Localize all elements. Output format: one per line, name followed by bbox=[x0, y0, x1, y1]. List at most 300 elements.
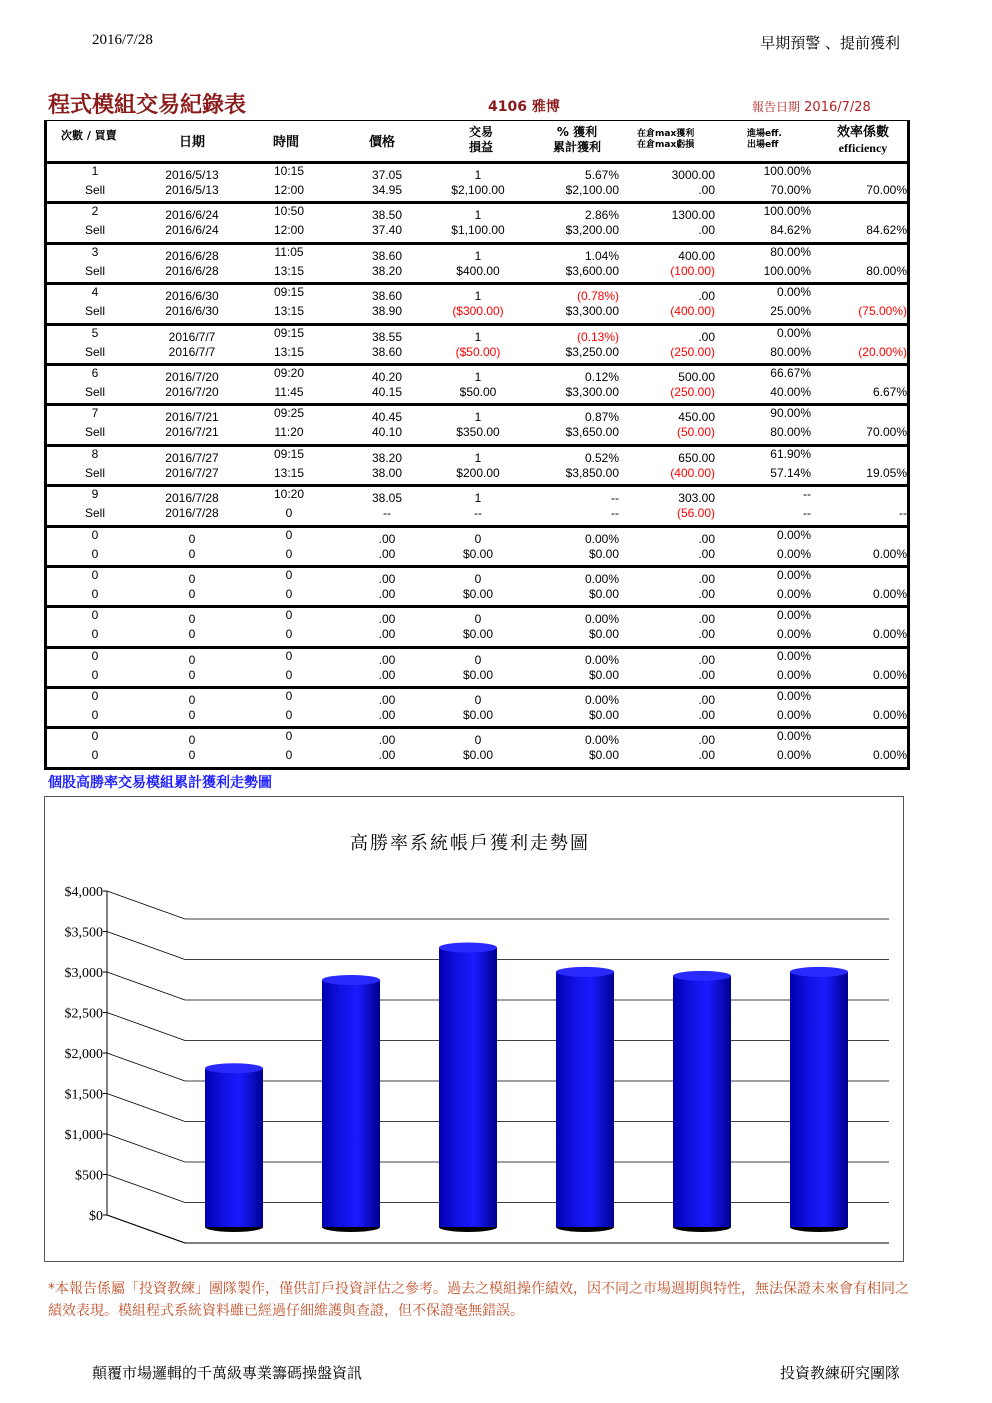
cell-max: .00 bbox=[698, 329, 715, 344]
cell-price: 34.95 bbox=[371, 183, 403, 197]
cell-date: 2016/7/20 bbox=[165, 369, 219, 384]
grid-connector bbox=[107, 1013, 185, 1041]
bar-top bbox=[556, 967, 614, 977]
cell-eff: 100.00% bbox=[763, 204, 811, 219]
header-slogan: 早期預警 、提前獲利 bbox=[760, 34, 900, 52]
cell-efficiency: 6.67% bbox=[872, 384, 907, 399]
cell-max: .00 bbox=[698, 748, 715, 763]
cell-seq: 0 bbox=[91, 527, 99, 542]
cell-time: 0 bbox=[285, 689, 293, 704]
stock-name: 4106 雅博 bbox=[488, 99, 560, 115]
table-row-group bbox=[44, 608, 910, 648]
header-efficiency-line2: efficiency bbox=[838, 141, 888, 156]
table-row-group bbox=[44, 528, 910, 568]
cell-date: 2016/6/28 bbox=[165, 263, 219, 278]
cell-pct: $3,650.00 bbox=[565, 425, 619, 440]
cell-price: 38.60 bbox=[371, 248, 403, 263]
cell-max: (56.00) bbox=[676, 506, 715, 521]
cell-trade: 1 bbox=[474, 491, 482, 506]
cell-time: 12:00 bbox=[273, 183, 305, 197]
cell-time: 09:25 bbox=[273, 406, 305, 421]
cell-eff: 0.00% bbox=[776, 729, 811, 744]
chart-caption: 個股高勝率交易模組累計獲利走勢圖 bbox=[48, 775, 272, 791]
table-row-buy bbox=[47, 608, 907, 626]
cell-time: 0 bbox=[285, 586, 293, 601]
y-tick-label: $3,000 bbox=[64, 966, 103, 981]
table-row-sell bbox=[47, 547, 907, 565]
bar-top bbox=[673, 971, 731, 981]
cell-seq: 0 bbox=[91, 667, 99, 682]
cell-time: 12:00 bbox=[273, 223, 305, 238]
cell-trade: 1 bbox=[474, 369, 482, 384]
cell-eff: 0.00% bbox=[776, 325, 811, 340]
cell-date: 2016/7/28 bbox=[165, 491, 219, 506]
header-efficiency-line1: 效率係數 bbox=[836, 125, 889, 140]
bar-body bbox=[556, 972, 614, 1227]
cell-price: .00 bbox=[378, 586, 396, 601]
bar bbox=[673, 971, 731, 1232]
cell-pct: 0.00% bbox=[584, 531, 619, 546]
table-row-buy bbox=[47, 204, 907, 222]
cell-pct: $0.00 bbox=[588, 546, 619, 561]
cell-seq: 0 bbox=[91, 586, 99, 601]
cell-max: 400.00 bbox=[678, 248, 715, 263]
cell-pct: 0.00% bbox=[584, 571, 619, 586]
header-date: 2016/7/28 bbox=[92, 32, 153, 48]
header-pct bbox=[533, 125, 621, 155]
bar-top bbox=[790, 967, 848, 977]
table-row-buy bbox=[47, 729, 907, 747]
table-row-buy bbox=[47, 366, 907, 384]
table-row-sell bbox=[47, 627, 907, 645]
cell-price: 38.20 bbox=[371, 450, 403, 465]
cell-max: .00 bbox=[698, 693, 715, 708]
cell-trade: $2,100.00 bbox=[451, 183, 505, 197]
table-row-sell bbox=[47, 668, 907, 686]
cell-date: 0 bbox=[188, 667, 196, 682]
table-row-buy bbox=[47, 649, 907, 667]
cell-price: .00 bbox=[378, 748, 396, 763]
cell-price: -- bbox=[383, 506, 391, 521]
bar-body bbox=[439, 948, 497, 1227]
cell-trade: $0.00 bbox=[462, 667, 494, 682]
cell-price: 40.15 bbox=[371, 384, 403, 399]
cell-trade: 0 bbox=[474, 612, 482, 627]
cell-trade: 0 bbox=[474, 652, 482, 667]
bar-top bbox=[205, 1063, 263, 1073]
table-row-group bbox=[44, 568, 910, 608]
cell-time: 0 bbox=[285, 527, 293, 542]
table-header bbox=[44, 120, 910, 164]
cell-price: .00 bbox=[378, 693, 396, 708]
cell-time: 0 bbox=[285, 748, 293, 763]
cell-eff: 0.00% bbox=[776, 748, 811, 763]
header-eff bbox=[747, 129, 807, 152]
cell-max: 650.00 bbox=[678, 450, 715, 465]
cell-trade: 0 bbox=[474, 693, 482, 708]
cell-seq: 0 bbox=[91, 546, 99, 561]
cell-eff: 0.00% bbox=[776, 285, 811, 300]
cell-time: 0 bbox=[285, 648, 293, 663]
cell-date: 0 bbox=[188, 627, 196, 642]
cell-date: 2016/5/13 bbox=[165, 183, 219, 197]
bar bbox=[439, 943, 497, 1232]
chart-y-axis bbox=[65, 885, 108, 1224]
cell-max: .00 bbox=[698, 586, 715, 601]
cell-time: 0 bbox=[285, 608, 293, 623]
cell-seq: Sell bbox=[84, 506, 105, 521]
cell-time: 11:45 bbox=[274, 384, 304, 399]
cell-time: 09:20 bbox=[273, 365, 305, 380]
cell-trade: 0 bbox=[474, 531, 482, 546]
cell-time: 0 bbox=[285, 667, 293, 682]
table-row-sell bbox=[47, 345, 907, 363]
cell-efficiency: 80.00% bbox=[866, 263, 907, 278]
cell-max: (400.00) bbox=[670, 304, 715, 319]
cell-trade: $0.00 bbox=[462, 546, 494, 561]
cell-price: .00 bbox=[378, 612, 396, 627]
cell-date: 0 bbox=[188, 733, 196, 748]
cell-pct: 0.87% bbox=[584, 410, 619, 425]
cell-pct: $3,600.00 bbox=[565, 263, 619, 278]
table-row-sell bbox=[47, 748, 907, 766]
grid-connector bbox=[107, 891, 185, 919]
table-row-buy bbox=[47, 164, 907, 182]
footer-left: 顛覆市場邏輯的千萬級專業籌碼操盤資訊 bbox=[92, 1364, 363, 1382]
cell-price: 38.50 bbox=[371, 208, 403, 223]
cell-max: 500.00 bbox=[678, 369, 715, 384]
table-row-sell bbox=[47, 223, 907, 241]
bar-top bbox=[439, 943, 497, 953]
cell-time: 09:15 bbox=[273, 446, 305, 461]
cell-price: 37.40 bbox=[371, 223, 403, 238]
cell-seq: Sell bbox=[84, 223, 105, 238]
cell-seq: Sell bbox=[84, 304, 105, 319]
table-row-sell bbox=[47, 466, 907, 484]
cell-price: 37.05 bbox=[371, 168, 403, 182]
cell-price: 38.60 bbox=[371, 344, 403, 359]
cell-eff: 100.00% bbox=[763, 263, 811, 278]
cell-pct: -- bbox=[611, 491, 619, 506]
cell-eff: 61.90% bbox=[770, 446, 811, 461]
cell-trade: $350.00 bbox=[456, 425, 500, 440]
cell-time: 0 bbox=[285, 567, 293, 582]
cell-trade: 0 bbox=[474, 733, 482, 748]
cell-seq: 0 bbox=[91, 627, 99, 642]
bar-body bbox=[790, 972, 848, 1227]
cell-date: 2016/7/7 bbox=[168, 344, 216, 359]
cell-max: (100.00) bbox=[670, 263, 715, 278]
cell-date: 0 bbox=[188, 571, 196, 586]
cell-seq: 3 bbox=[91, 244, 99, 259]
cell-time: 10:15 bbox=[273, 164, 305, 178]
y-tick-label: $2,500 bbox=[64, 1006, 103, 1022]
cell-eff: 80.00% bbox=[770, 244, 811, 259]
cell-date: 0 bbox=[188, 693, 196, 708]
cell-seq: 0 bbox=[91, 708, 99, 723]
cell-date: 0 bbox=[188, 748, 196, 763]
bar bbox=[205, 1063, 263, 1232]
header-seq: 次數 / 買賣 bbox=[61, 129, 117, 142]
cell-seq: Sell bbox=[84, 425, 105, 440]
cell-seq: 6 bbox=[91, 365, 99, 380]
cell-eff: 90.00% bbox=[770, 406, 811, 421]
cell-max: .00 bbox=[698, 183, 715, 197]
cell-eff: 66.67% bbox=[770, 365, 811, 380]
cell-trade: 1 bbox=[474, 329, 482, 344]
cell-time: 13:15 bbox=[273, 344, 305, 359]
cell-pct: $0.00 bbox=[588, 748, 619, 763]
cell-eff: 0.00% bbox=[776, 567, 811, 582]
cell-eff: 84.62% bbox=[770, 223, 811, 238]
cell-pct: 2.86% bbox=[584, 208, 619, 223]
cell-seq: Sell bbox=[84, 465, 105, 480]
cell-eff: 80.00% bbox=[770, 344, 811, 359]
cell-date: 0 bbox=[188, 652, 196, 667]
bar bbox=[556, 967, 614, 1232]
cell-price: 40.45 bbox=[371, 410, 403, 425]
cell-seq: 1 bbox=[91, 164, 99, 178]
cell-price: .00 bbox=[378, 708, 396, 723]
table-row-group bbox=[44, 285, 910, 325]
cell-date: 0 bbox=[188, 586, 196, 601]
cell-price: .00 bbox=[378, 546, 396, 561]
cell-pct: 0.00% bbox=[584, 612, 619, 627]
cell-time: 11:05 bbox=[274, 244, 304, 259]
cell-efficiency: 0.00% bbox=[872, 546, 907, 561]
chart-bars bbox=[205, 943, 848, 1232]
grid-connector bbox=[107, 1053, 185, 1081]
cell-eff: 40.00% bbox=[770, 384, 811, 399]
cell-seq: Sell bbox=[84, 384, 105, 399]
grid-connector bbox=[107, 1215, 185, 1243]
cell-max: (250.00) bbox=[670, 344, 715, 359]
cell-time: 10:50 bbox=[273, 204, 305, 219]
cell-eff: 70.00% bbox=[770, 183, 811, 197]
y-tick-label: $4,000 bbox=[64, 885, 103, 900]
cell-seq: 4 bbox=[91, 285, 99, 300]
cell-eff: 0.00% bbox=[776, 546, 811, 561]
table-row-group bbox=[44, 326, 910, 366]
cell-date: 2016/6/30 bbox=[165, 289, 219, 304]
header-eff-line2: 出場eff bbox=[747, 140, 779, 151]
bar bbox=[322, 975, 380, 1232]
cell-pct: (0.13%) bbox=[576, 329, 619, 344]
table-row-sell bbox=[47, 425, 907, 443]
cell-pct: -- bbox=[611, 506, 619, 521]
cell-efficiency: 70.00% bbox=[866, 183, 907, 197]
cell-price: 40.20 bbox=[371, 369, 403, 384]
grid-connector bbox=[107, 1134, 185, 1162]
cell-eff: 0.00% bbox=[776, 627, 811, 642]
table-row-buy bbox=[47, 326, 907, 344]
cell-date: 2016/6/24 bbox=[165, 208, 219, 223]
cell-date: 2016/6/28 bbox=[165, 248, 219, 263]
cell-seq: 0 bbox=[91, 689, 99, 704]
table-row-group bbox=[44, 649, 910, 689]
cell-efficiency: 84.62% bbox=[866, 223, 907, 238]
cell-efficiency: 0.00% bbox=[872, 586, 907, 601]
cell-seq: 2 bbox=[91, 204, 99, 219]
cell-efficiency: 70.00% bbox=[866, 425, 907, 440]
table-row-group bbox=[44, 245, 910, 285]
cell-eff: 0.00% bbox=[776, 667, 811, 682]
cell-time: 0 bbox=[285, 546, 293, 561]
y-tick-label: $0 bbox=[89, 1209, 103, 1224]
cell-time: 0 bbox=[285, 729, 293, 744]
cell-date: 0 bbox=[188, 546, 196, 561]
cell-max: .00 bbox=[698, 708, 715, 723]
table-row-buy bbox=[47, 245, 907, 263]
cell-price: 40.10 bbox=[371, 425, 403, 440]
table-row-group bbox=[44, 366, 910, 406]
cell-seq: 0 bbox=[91, 608, 99, 623]
table-row-sell bbox=[47, 183, 907, 201]
table-row-buy bbox=[47, 447, 907, 465]
cell-trade: 1 bbox=[474, 410, 482, 425]
table-row-sell bbox=[47, 385, 907, 403]
cell-max: (50.00) bbox=[676, 425, 715, 440]
cell-max: .00 bbox=[698, 546, 715, 561]
cell-trade: $50.00 bbox=[459, 384, 497, 399]
cell-eff: 0.00% bbox=[776, 527, 811, 542]
cell-date: 0 bbox=[188, 708, 196, 723]
cell-trade: 1 bbox=[474, 289, 482, 304]
cell-date: 2016/6/30 bbox=[165, 304, 219, 319]
cell-max: .00 bbox=[698, 571, 715, 586]
cell-price: .00 bbox=[378, 531, 396, 546]
y-tick-label: $3,500 bbox=[64, 925, 103, 941]
cell-efficiency: (20.00%) bbox=[858, 344, 907, 359]
cell-pct: (0.78%) bbox=[576, 289, 619, 304]
footer-right: 投資教練研究團隊 bbox=[779, 1364, 900, 1382]
cell-date: 2016/5/13 bbox=[165, 168, 219, 182]
cell-efficiency: 0.00% bbox=[872, 667, 907, 682]
table-row-buy bbox=[47, 285, 907, 303]
table-row-sell bbox=[47, 587, 907, 605]
report-date bbox=[752, 98, 871, 115]
cell-date: 2016/7/28 bbox=[165, 506, 219, 521]
cell-eff: -- bbox=[803, 487, 811, 502]
chart-svg bbox=[45, 797, 905, 1263]
cell-pct: $3,200.00 bbox=[565, 223, 619, 238]
cell-max: 1300.00 bbox=[671, 208, 715, 223]
cell-trade: 1 bbox=[474, 450, 482, 465]
cell-max: .00 bbox=[698, 627, 715, 642]
cell-price: 38.55 bbox=[371, 329, 403, 344]
cell-seq: 0 bbox=[91, 729, 99, 744]
cell-pct: 0.00% bbox=[584, 652, 619, 667]
cell-seq: 7 bbox=[91, 406, 99, 421]
cell-pct: $2,100.00 bbox=[565, 183, 619, 197]
cell-pct: 0.00% bbox=[584, 733, 619, 748]
cell-pct: 0.00% bbox=[584, 693, 619, 708]
cell-pct: 0.12% bbox=[584, 369, 619, 384]
cell-time: 0 bbox=[285, 708, 293, 723]
cell-price: 38.90 bbox=[371, 304, 403, 319]
cell-time: 0 bbox=[285, 506, 293, 521]
cell-max: .00 bbox=[698, 667, 715, 682]
profit-chart bbox=[44, 796, 904, 1262]
cell-efficiency: 19.05% bbox=[866, 465, 907, 480]
cell-pct: $0.00 bbox=[588, 586, 619, 601]
cell-eff: 80.00% bbox=[770, 425, 811, 440]
cell-max: .00 bbox=[698, 733, 715, 748]
cell-pct: 1.04% bbox=[584, 248, 619, 263]
cell-pct: $3,850.00 bbox=[565, 465, 619, 480]
table-row-buy bbox=[47, 568, 907, 586]
cell-price: 38.20 bbox=[371, 263, 403, 278]
cell-time: 09:15 bbox=[273, 285, 305, 300]
cell-trade: 1 bbox=[474, 208, 482, 223]
cell-trade: $0.00 bbox=[462, 708, 494, 723]
cell-trade: 0 bbox=[474, 571, 482, 586]
trade-table bbox=[44, 120, 910, 770]
cell-price: 38.05 bbox=[371, 491, 403, 506]
cell-date: 0 bbox=[188, 612, 196, 627]
cell-seq: 5 bbox=[91, 325, 99, 340]
cell-price: .00 bbox=[378, 733, 396, 748]
bar-top bbox=[322, 975, 380, 985]
cell-time: 0 bbox=[285, 627, 293, 642]
header-time: 時間 bbox=[273, 135, 300, 150]
cell-time: 13:15 bbox=[273, 263, 305, 278]
cell-efficiency: (75.00%) bbox=[858, 304, 907, 319]
y-tick-label: $1,500 bbox=[64, 1087, 103, 1103]
cell-trade: -- bbox=[474, 506, 482, 521]
cell-price: 38.00 bbox=[371, 465, 403, 480]
chart-title: 高勝率系統帳戶獲利走勢圖 bbox=[350, 833, 590, 854]
cell-date: 2016/7/21 bbox=[165, 425, 219, 440]
cell-price: .00 bbox=[378, 627, 396, 642]
cell-pct: 0.52% bbox=[584, 450, 619, 465]
disclaimer-text: *本報告係屬「投資教練」團隊製作，僅供訂戶投資評估之參考。過去之模組操作績效，因不同之市場週期與特性，無法保證未來會有相同之績效表現。模組程式系統資料雖已經過仔細維護與查證，但不保證毫無錯誤。 bbox=[48, 1281, 909, 1319]
header-max-line1: 在倉max獲利 bbox=[637, 129, 695, 139]
cell-max: .00 bbox=[698, 652, 715, 667]
cell-date: 2016/7/7 bbox=[168, 329, 216, 344]
cell-max: 450.00 bbox=[678, 410, 715, 425]
cell-eff: -- bbox=[803, 506, 811, 521]
table-row-buy bbox=[47, 689, 907, 707]
bar-body bbox=[673, 976, 731, 1227]
header-efficiency bbox=[825, 125, 901, 156]
cell-date: 2016/6/24 bbox=[165, 223, 219, 238]
cell-max: .00 bbox=[698, 289, 715, 304]
cell-seq: 0 bbox=[91, 748, 99, 763]
cell-pct: $3,250.00 bbox=[565, 344, 619, 359]
cell-date: 2016/7/20 bbox=[165, 384, 219, 399]
bar-body bbox=[205, 1068, 263, 1227]
grid-connector bbox=[107, 972, 185, 1000]
cell-date: 0 bbox=[188, 531, 196, 546]
cell-max: 303.00 bbox=[678, 491, 715, 506]
cell-time: 13:15 bbox=[273, 304, 305, 319]
page-title: 程式模組交易紀錄表 bbox=[48, 93, 247, 118]
cell-eff: 0.00% bbox=[776, 648, 811, 663]
cell-time: 09:15 bbox=[273, 325, 305, 340]
cell-trade: 1 bbox=[474, 248, 482, 263]
table-row-sell bbox=[47, 264, 907, 282]
report-date-label: 報告日期 bbox=[752, 100, 801, 114]
cell-time: 13:15 bbox=[273, 465, 305, 480]
cell-trade: $1,100.00 bbox=[451, 223, 505, 238]
cell-price: .00 bbox=[378, 652, 396, 667]
table-row-group bbox=[44, 487, 910, 527]
cell-seq: 0 bbox=[91, 648, 99, 663]
bar bbox=[790, 967, 848, 1232]
header-eff-line1: 進場eff. bbox=[747, 129, 782, 139]
y-tick-label: $1,000 bbox=[64, 1128, 103, 1143]
